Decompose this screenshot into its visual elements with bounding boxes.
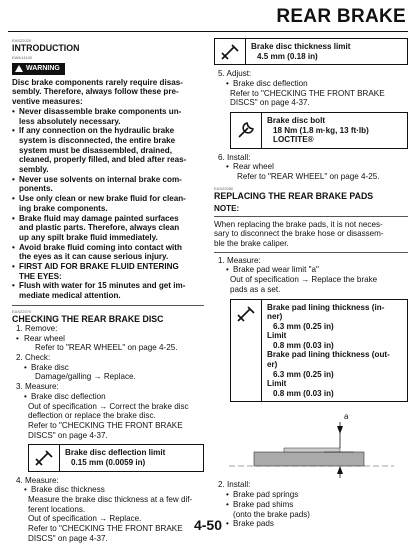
step-text: Refer to "CHECKING THE FRONT BRAKE DISCS" on page 4-37. xyxy=(230,88,385,108)
step-item: • Brake pads xyxy=(226,519,408,529)
lead-line: sembly. Therefore, always follow these pre- xyxy=(12,87,179,97)
warning-bullet: • FIRST AID FOR BRAKE FLUID ENTERING THE EYES: xyxy=(12,262,204,281)
warning-label: WARNING xyxy=(26,65,60,72)
step-text: (onto the brake pads) xyxy=(233,509,310,519)
step-item: • Brake disc thickness xyxy=(24,485,204,495)
step: 3. Measure: xyxy=(16,382,59,392)
warning-icon xyxy=(15,65,23,72)
brake-pad-diagram xyxy=(214,408,408,478)
wrench-icon xyxy=(231,113,262,148)
intro-heading: INTRODUCTION xyxy=(12,43,80,53)
section-code: EAS22020 xyxy=(12,38,32,43)
step: 2. Install: xyxy=(218,480,251,490)
warning-badge xyxy=(12,63,65,75)
warning-bullet: • Brake fluid may damage painted surfaces and plastic parts. Therefore, always clean up any spilt brake fluid immediately. xyxy=(12,214,204,243)
caliper-icon xyxy=(231,300,262,402)
step-item: • Brake pad wear limit "a" xyxy=(226,265,408,275)
step-text: Measure the brake disc thickness at a few dif- ferent locations. Out of specification → Replace. Refer to "CHECKING THE FRONT BRAKE DISCS" on page 4-37. xyxy=(28,494,193,543)
spec-box-pads xyxy=(230,299,408,403)
step: 1. Remove: xyxy=(16,323,58,333)
step-item: • Rear wheel xyxy=(16,334,204,344)
step: 5. Adjust: xyxy=(218,69,252,79)
step-text: Damage/galling → Replace. xyxy=(35,372,136,382)
caliper-icon xyxy=(215,39,246,64)
right-column xyxy=(214,36,408,529)
section-code: EAS22080 xyxy=(214,185,234,191)
warning-code: EWA14100 xyxy=(12,55,33,60)
pads-heading: REPLACING THE REAR BRAKE PADS xyxy=(214,190,374,201)
page-number: 4-50 xyxy=(193,517,223,533)
section-code: EAS22070 xyxy=(12,308,32,314)
note-end-rule xyxy=(214,252,408,253)
warning-bullet: • Avoid brake fluid coming into contact with the eyes as it can cause serious injury. xyxy=(12,243,204,262)
warning-bullet: • Never use solvents on internal brake com- ponents. xyxy=(12,175,204,194)
step: 1. Measure: xyxy=(218,255,261,265)
step-text: Out of specification → Correct the brake disc deflection or replace the brake disc. Refer to "CHECKING THE FRONT BRAKE DISCS" on page 4-37. xyxy=(28,401,189,440)
step: 4. Measure: xyxy=(16,475,59,485)
lead-line: ventive measures: xyxy=(12,97,83,107)
wear-limit-label: a xyxy=(344,412,349,422)
left-column xyxy=(12,36,204,543)
step-item: • Brake disc deflection xyxy=(226,79,408,89)
warning-bullet: • Flush with water for 15 minutes and get im- mediate medical attention. xyxy=(12,281,204,300)
header-rule xyxy=(8,31,408,32)
spec-box-thickness xyxy=(214,38,408,65)
page-header xyxy=(0,0,416,30)
warning-end-rule xyxy=(12,305,204,306)
spec-text: Brake disc thickness limit 4.5 mm (0.18 in) xyxy=(251,42,351,61)
step: 6. Install: xyxy=(218,152,251,162)
spec-box-bolt xyxy=(230,112,408,149)
page-title: REAR BRAKE xyxy=(276,6,406,27)
warning-bullet: • Use only clean or new brake fluid for clean- ing brake components. xyxy=(12,194,204,213)
lead-line: Disc brake components rarely require disas- xyxy=(12,77,183,87)
step-text: Refer to "REAR WHEEL" on page 4-25. xyxy=(35,343,178,353)
note-label: NOTE: xyxy=(214,203,240,213)
step: 2. Check: xyxy=(16,352,51,362)
step-item: • Brake disc deflection xyxy=(24,392,204,402)
warning-bullet: • Never disassemble brake components un- less absolutely necessary. xyxy=(12,107,204,126)
spec-box-deflection xyxy=(28,444,204,471)
note-text: When replacing the brake pads, it is not neces- sary to disconnect the brake hose or disassem- ble the brake caliper. xyxy=(214,219,384,248)
note-rule xyxy=(214,216,408,217)
step-item: • Brake pad springs xyxy=(226,490,408,500)
checking-disc-heading: CHECKING THE REAR BRAKE DISC xyxy=(12,313,164,324)
step-item: • Brake pad shims xyxy=(226,500,408,510)
spec-text: Brake pad lining thickness (in- ner) 6.3 mm (0.25 in) Limit 0.8 mm (0.03 in) Brake pad lining thickness (out- er) 6.3 mm (0.25 in) Limit 0.8 mm (0.03 in) xyxy=(267,302,390,398)
step-item: • Rear wheel xyxy=(226,162,408,172)
step-item: • Brake disc xyxy=(24,363,204,373)
spec-text: Brake disc deflection limit 0.15 mm (0.0059 in) xyxy=(65,448,166,467)
spec-text: Brake disc bolt 18 Nm (1.8 m·kg, 13 ft·lb) LOCTITE® xyxy=(267,116,369,145)
warning-bullet: • If any connection on the hydraulic brake system is disconnected, the entire brake system must be disassembled, drained, cleaned, properly filled, and bled after reas- sembly. xyxy=(12,126,204,175)
warning-lead xyxy=(12,78,204,107)
caliper-icon xyxy=(29,445,60,470)
step-text: Out of specification → Replace the brake pads as a set. xyxy=(230,275,378,294)
warning-bullets xyxy=(12,107,204,301)
step-text: Refer to "REAR WHEEL" on page 4-25. xyxy=(237,172,380,182)
